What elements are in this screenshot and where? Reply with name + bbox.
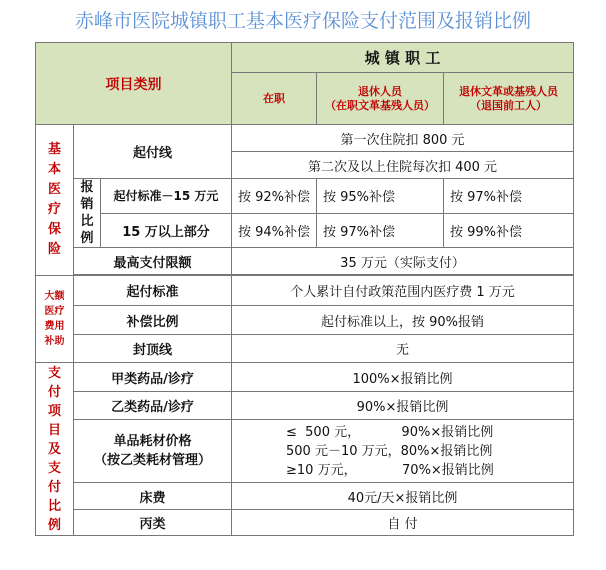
col-header-retired-label: 退休人员 <box>358 84 402 98</box>
section-char: 医 <box>47 182 61 197</box>
consumable-label-line: 单品耗材价格 <box>113 434 192 449</box>
reimbursement-table <box>35 42 574 536</box>
ratio-char: 销 <box>80 197 94 212</box>
max-limit-label: 最高支付限额 <box>74 248 232 275</box>
col-header-employed <box>232 73 317 125</box>
section-char: 补助 <box>44 336 65 347</box>
drug-a-label: 甲类药品/诊疗 <box>74 363 232 392</box>
section-char: 例 <box>47 517 61 533</box>
ratio-char: 例 <box>80 231 94 246</box>
consumable-label-line: （按乙类耗材管理） <box>93 453 211 468</box>
consumable-line: ≤ 500 元， 90%×报销比例 <box>286 424 494 440</box>
item-category-header: 项目类别 <box>36 43 232 125</box>
section-char: 付 <box>47 479 61 495</box>
col-header-special <box>444 73 574 125</box>
ratio-label <box>74 179 101 248</box>
subsidy-ratio-value: 起付标准以上，按 90%报销 <box>232 306 574 335</box>
section-char: 比 <box>47 498 61 514</box>
band1-employed: 按 92%补偿 <box>232 179 317 214</box>
section-char: 保 <box>47 222 61 237</box>
band2-special: 按 99%补偿 <box>444 213 574 248</box>
deductible-label: 起付线 <box>74 125 232 179</box>
max-limit-value: 35 万元（实际支付） <box>232 248 574 275</box>
col-header-retired-note: （在职文革基残人员） <box>325 98 435 112</box>
consumable-values <box>232 420 574 483</box>
employee-group-header: 城 镇 职 工 <box>232 43 574 73</box>
section-char: 及 <box>47 441 61 457</box>
band2-retired: 按 97%补偿 <box>317 213 444 248</box>
bed-fee-value: 40元/天×报销比例 <box>232 483 574 510</box>
drug-a-value: 100%×报销比例 <box>232 363 574 392</box>
bed-fee-label: 床费 <box>74 483 232 510</box>
subsidy-start-label: 起付标准 <box>74 276 232 306</box>
section-char: 项 <box>47 403 61 419</box>
subsidy-ratio-label: 补偿比例 <box>74 306 232 335</box>
deductible-second: 第二次及以上住院每次扣 400 元 <box>232 152 574 179</box>
ratio-char: 报 <box>80 180 94 195</box>
section-char: 目 <box>47 422 61 438</box>
band2-label: 15 万以上部分 <box>101 213 232 248</box>
col-header-employed-label: 在职 <box>263 91 285 105</box>
subsidy-cap-value: 无 <box>232 335 574 363</box>
section-char: 支 <box>47 460 61 476</box>
class-c-label: 丙类 <box>74 510 232 536</box>
section-char: 险 <box>47 242 61 257</box>
section-basic-insurance-label <box>36 125 74 276</box>
col-header-special-label: 退休文革或基残人员 <box>459 84 559 98</box>
subsidy-cap-label: 封顶线 <box>74 335 232 363</box>
section-char: 大额 <box>44 291 65 302</box>
drug-b-label: 乙类药品/诊疗 <box>74 392 232 420</box>
band1-special: 按 97%补偿 <box>444 179 574 214</box>
ratio-char: 比 <box>80 214 94 229</box>
section-payment-items-label <box>36 363 74 536</box>
col-header-special-note: （退国前工人） <box>470 98 548 112</box>
consumable-line: ≥10 万元， 70%×报销比例 <box>286 462 494 478</box>
section-char: 医疗 <box>44 306 65 317</box>
subsidy-start-value: 个人累计自付政策范围内医疗费 1 万元 <box>232 276 574 306</box>
section-char: 本 <box>47 162 61 177</box>
col-header-retired <box>317 73 444 125</box>
band1-retired: 按 95%补偿 <box>317 179 444 214</box>
section-char: 基 <box>47 142 61 157</box>
drug-b-value: 90%×报销比例 <box>232 392 574 420</box>
consumable-line: 500 元－10 万元，80%×报销比例 <box>286 443 493 459</box>
consumable-label <box>74 420 232 483</box>
band2-employed: 按 94%补偿 <box>232 213 317 248</box>
deductible-first: 第一次住院扣 800 元 <box>232 125 574 152</box>
section-major-subsidy-label <box>36 276 74 363</box>
section-char: 支 <box>47 365 61 381</box>
band1-label: 起付标准－15 万元 <box>101 179 232 214</box>
class-c-value: 自 付 <box>232 510 574 536</box>
section-char: 疗 <box>47 202 61 217</box>
section-char: 付 <box>47 384 61 400</box>
page-title: 赤峰市医院城镇职工基本医疗保险支付范围及报销比例 <box>74 10 531 32</box>
section-char: 费用 <box>44 321 65 332</box>
